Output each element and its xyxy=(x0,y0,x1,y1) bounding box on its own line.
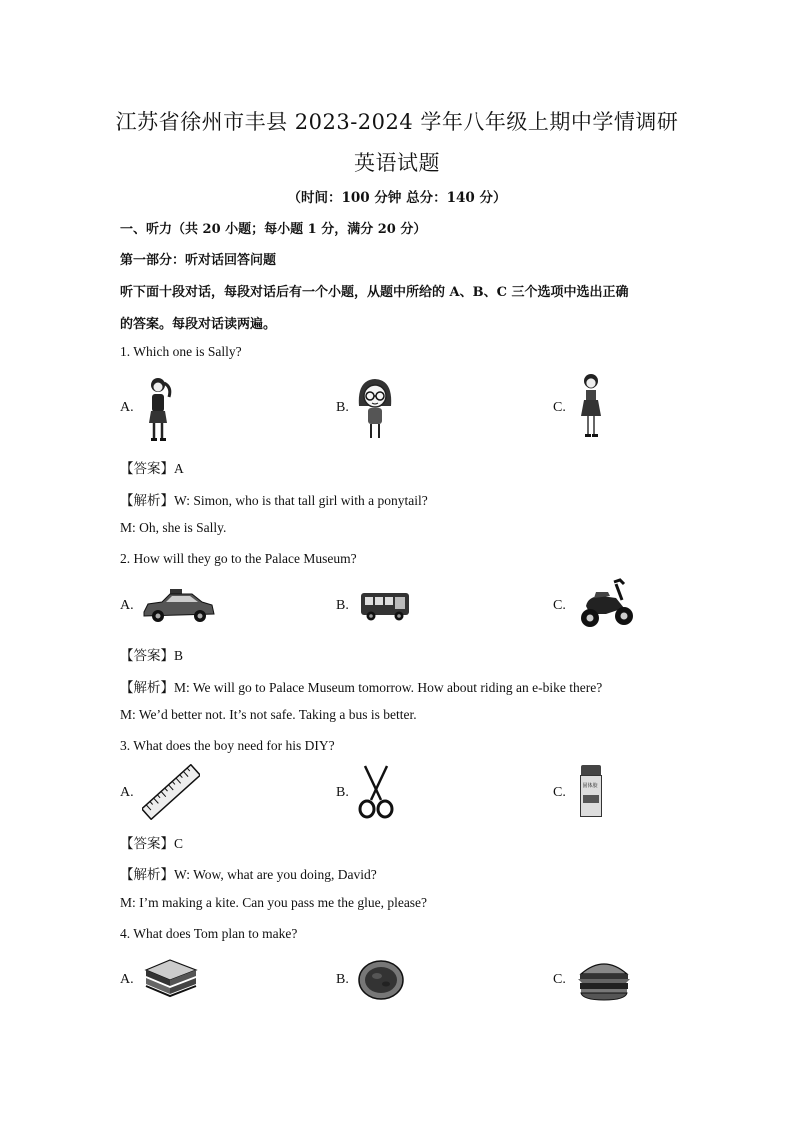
q1-explanation-2: M: Oh, she is Sally. xyxy=(120,520,227,535)
q2-explanation-2: M: We’d better not. It’s not safe. Taking a bus is better. xyxy=(120,707,417,722)
instruction-line-2: 的答案。每段对话读两遍。 xyxy=(120,317,277,332)
document-subtitle: 英语试题 xyxy=(354,151,440,175)
bus-icon xyxy=(359,590,411,622)
q1-option-b-label: B. xyxy=(336,400,349,415)
q3-explanation-2: M: I’m making a kite. Can you pass me the glue, please? xyxy=(120,895,428,910)
scissors-icon xyxy=(357,764,395,820)
q2-option-c-label: C. xyxy=(553,598,566,613)
ruler-icon xyxy=(142,764,200,820)
q1-explanation-1: 【解析】W: Simon, who is that tall girl with a ponytail? xyxy=(120,493,428,508)
instruction-line-1: 听下面十段对话，每段对话后有一个小题，从题中所给的 A、B、C 三个选项中选出正确 xyxy=(120,285,629,300)
question-2: 2. How will they go to the Palace Museum? xyxy=(120,551,357,566)
part-heading: 第一部分：听对话回答问题 xyxy=(120,253,277,268)
sandwich-icon xyxy=(140,956,200,1002)
q4-option-a-label: A. xyxy=(120,972,134,987)
glue-stick-icon xyxy=(580,765,602,817)
q2-explanation-1: 【解析】M: We will go to Palace Museum tomorrow. How about riding an e-bike there? xyxy=(120,680,603,695)
q1-answer: 【答案】A xyxy=(120,461,184,476)
section-heading: 一、听力（共 20 小题；每小题 1 分，满分 20 分） xyxy=(120,222,427,237)
time-info: （时间：100 分钟 总分：140 分） xyxy=(287,190,507,206)
q4-option-c-label: C. xyxy=(553,972,566,987)
q3-explanation-1: 【解析】W: Wow, what are you doing, David? xyxy=(120,867,377,882)
q3-option-a-label: A. xyxy=(120,785,134,800)
girl-ponytail-icon xyxy=(143,375,175,443)
document-title: 江苏省徐州市丰县 2023-2024 学年八年级上期中学情调研 xyxy=(115,110,679,134)
question-1: 1. Which one is Sally? xyxy=(120,344,242,359)
hamburger-icon xyxy=(575,958,633,1002)
glue-stick-label: 固体胶 xyxy=(582,783,598,789)
q1-option-c-label: C. xyxy=(553,400,566,415)
q3-option-c-label: C. xyxy=(553,785,566,800)
e-bike-icon xyxy=(576,578,636,630)
q2-option-b-label: B. xyxy=(336,598,349,613)
girl-glasses-icon xyxy=(355,376,395,442)
q2-option-a-label: A. xyxy=(120,598,134,613)
q3-option-b-label: B. xyxy=(336,785,349,800)
taxi-icon xyxy=(140,586,216,626)
egg-tart-icon xyxy=(356,956,406,1002)
q3-answer: 【答案】C xyxy=(120,836,184,851)
question-3: 3. What does the boy need for his DIY? xyxy=(120,738,335,753)
question-4: 4. What does Tom plan to make? xyxy=(120,926,298,941)
q4-option-b-label: B. xyxy=(336,972,349,987)
q1-option-a-label: A. xyxy=(120,400,134,415)
girl-dress-icon xyxy=(576,372,606,440)
q2-answer: 【答案】B xyxy=(120,648,184,663)
